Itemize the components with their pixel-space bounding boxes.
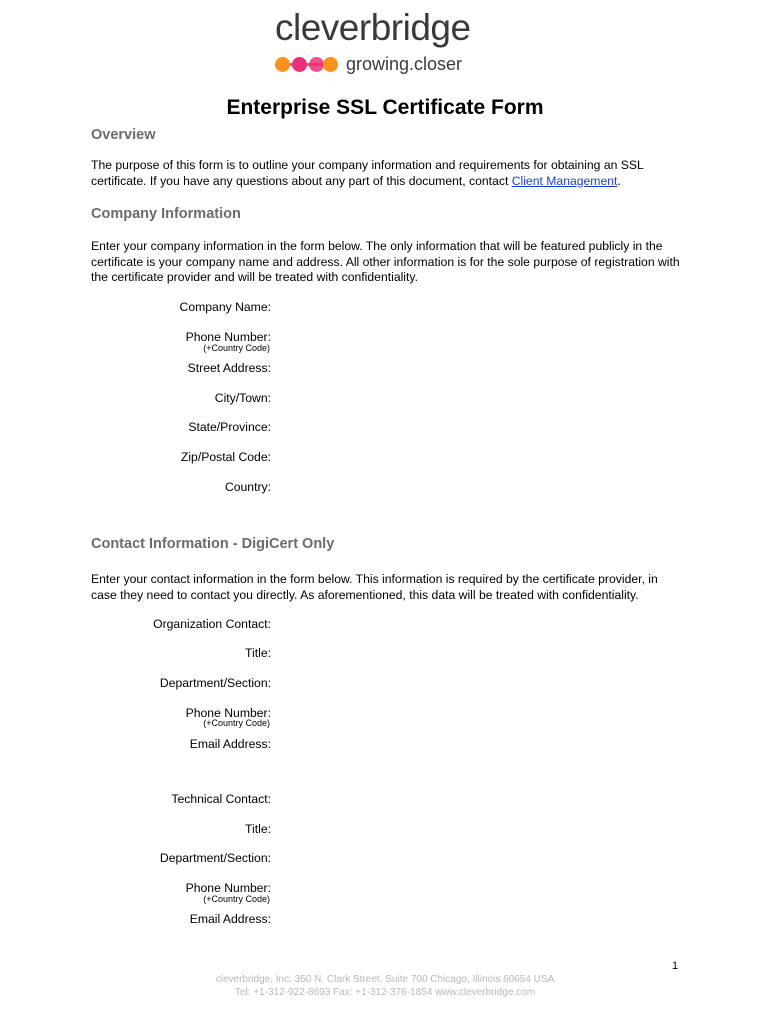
- state-label: State/Province:: [188, 420, 271, 434]
- tech-title-label: Title:: [245, 822, 271, 836]
- tech-email-label: Email Address:: [189, 912, 271, 926]
- street-address-label: Street Address:: [187, 361, 271, 375]
- logo-dots-icon: [275, 57, 339, 73]
- page-number: 1: [672, 960, 679, 972]
- org-contact-label: Organization Contact:: [153, 617, 271, 631]
- overview-text-end: .: [617, 173, 621, 188]
- tech-contact-label: Technical Contact:: [171, 792, 271, 806]
- page-title: Enterprise SSL Certificate Form: [226, 96, 544, 119]
- overview-heading: Overview: [91, 127, 156, 143]
- footer-address: cleverbridge, Inc. 350 N. Clark Street, Suite 700 Chicago, Illinois 60654 USA: [215, 974, 555, 985]
- org-phone-label: Phone Number:: [185, 706, 271, 720]
- logo-wordmark: cleverbridge: [275, 7, 471, 48]
- company-phone-hint: (+Country Code): [203, 343, 270, 353]
- company-name-label: Company Name:: [179, 300, 271, 314]
- company-paragraph: Enter your company information in the form below. The only information that will be featured publicly in the certificate is your company name and address. All other information is for the sole purpose of registration with the certificate provider and will be treated with confidentiality.: [91, 239, 680, 284]
- tech-phone-hint: (+Country Code): [203, 894, 270, 904]
- overview-paragraph: [91, 158, 686, 189]
- org-title-label: Title:: [245, 646, 271, 660]
- city-label: City/Town:: [214, 391, 271, 405]
- org-email-label: Email Address:: [189, 737, 271, 751]
- contact-paragraph: Enter your contact information in the form below. This information is required by the certificate provider, in case they need to contact you directly. As aforementioned, this data will be treated with confidentiality.: [91, 572, 658, 602]
- country-label: Country:: [224, 480, 271, 494]
- cleverbridge-logo: [275, 8, 485, 72]
- overview-text: The purpose of this form is to outline your company information and requirements for obtaining an SSL certificate. If you have any questions about any part of this document, contact: [91, 158, 644, 188]
- org-department-label: Department/Section:: [159, 676, 271, 690]
- company-phone-label: Phone Number:: [185, 330, 271, 344]
- company-heading: Company Information: [91, 206, 241, 222]
- org-phone-hint: (+Country Code): [203, 718, 270, 728]
- client-management-link[interactable]: Client Management: [511, 173, 618, 188]
- zip-label: Zip/Postal Code:: [180, 450, 271, 464]
- footer-contact: Tel: +1-312-922-8693 Fax: +1-312-376-1854 www.cleverbridge.com: [234, 987, 536, 998]
- tech-phone-label: Phone Number:: [185, 881, 271, 895]
- contact-heading: Contact Information - DigiCert Only: [91, 536, 335, 552]
- logo-tagline: growing.closer: [346, 54, 463, 74]
- tech-department-label: Department/Section:: [159, 851, 271, 865]
